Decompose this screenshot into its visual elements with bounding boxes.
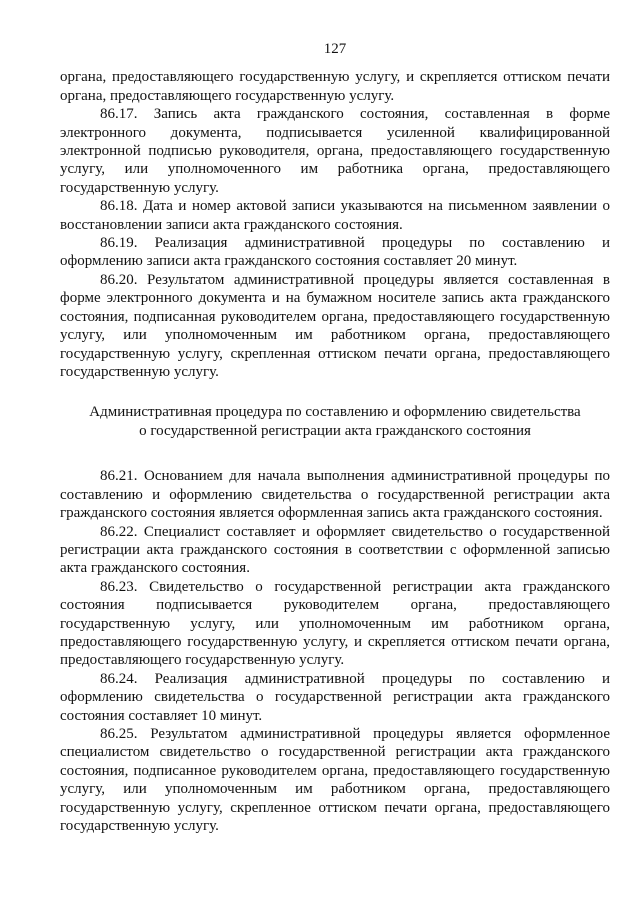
paragraph-86-17: 86.17. Запись акта гражданского состояния, составленная в форме электронного документа, подписывается усиленной квалифицированной электронной подписью руководителя, органа, предоставляющего государственную услугу, или уполномоченного им работника органа, предоставляющего государственную услугу. [60, 106, 610, 196]
page-number: 127 [323, 41, 347, 57]
paragraph-86-20: 86.20. Результатом административной процедуры является составленная в форме электронного документа и на бумажном носителе запись акта гражданского состояния, подписанная руководителем органа, предоставляющего государственную услугу, или уполномоченным им работником органа, предоставляющего государственную услугу, скрепленная оттиском печати органа, предоставляющего государственную услугу. [60, 271, 610, 380]
paragraph-86-21: 86.21. Основанием для начала выполнения административной процедуры по составлению и оформлению свидетельства о государственной регистрации акта гражданского состояния является оформленная запись акта гражданского состояния. [60, 468, 610, 522]
paragraph-continuation: органа, предоставляющего государственную услугу, и скрепляется оттиском печати органа, предоставляющего государственную услугу. [60, 69, 610, 104]
paragraph-86-22: 86.22. Специалист составляет и оформляет свидетельство о государственной регистрации акта гражданского состояния в соответствии с оформленной записью акта гражданского состояния. [60, 523, 610, 577]
paragraph-86-23: 86.23. Свидетельство о государственной регистрации акта гражданского состояния подписывается руководителем органа, предоставляющего государственную услугу, или уполномоченным им работником органа, предоставляющего государственную услугу, и скрепляется оттиском печати органа, предоставляющего государственную услугу. [60, 578, 610, 669]
paragraph-86-25: 86.25. Результатом административной процедуры является оформленное специалистом свидетельство о государственной регистрации акта гражданского состояния, подписанное руководителем органа, предоставляющего государственную услугу, или уполномоченным им работником органа, предоставляющего государственную услугу, скрепленное оттиском печати органа, предоставляющего государственную услугу. [60, 726, 610, 835]
section-title-line-2: о государственной регистрации акта гражданского состояния [139, 423, 531, 440]
paragraph-86-19: 86.19. Реализация административной процедуры по составлению и оформлению записи акта гражданского состояния составляет 20 минут. [60, 235, 610, 270]
section-title [80, 403, 590, 441]
paragraph-86-18: 86.18. Дата и номер актовой записи указываются на письменном заявлении о восстановлении записи акта гражданского состояния. [60, 198, 610, 233]
section-title-line-1: Административная процедура по составлению и оформлению свидетельства [89, 404, 581, 421]
paragraph-86-24: 86.24. Реализация административной процедуры по составлению и оформлению свидетельства о государственной регистрации акта гражданского состояния составляет 10 минут. [60, 670, 610, 724]
